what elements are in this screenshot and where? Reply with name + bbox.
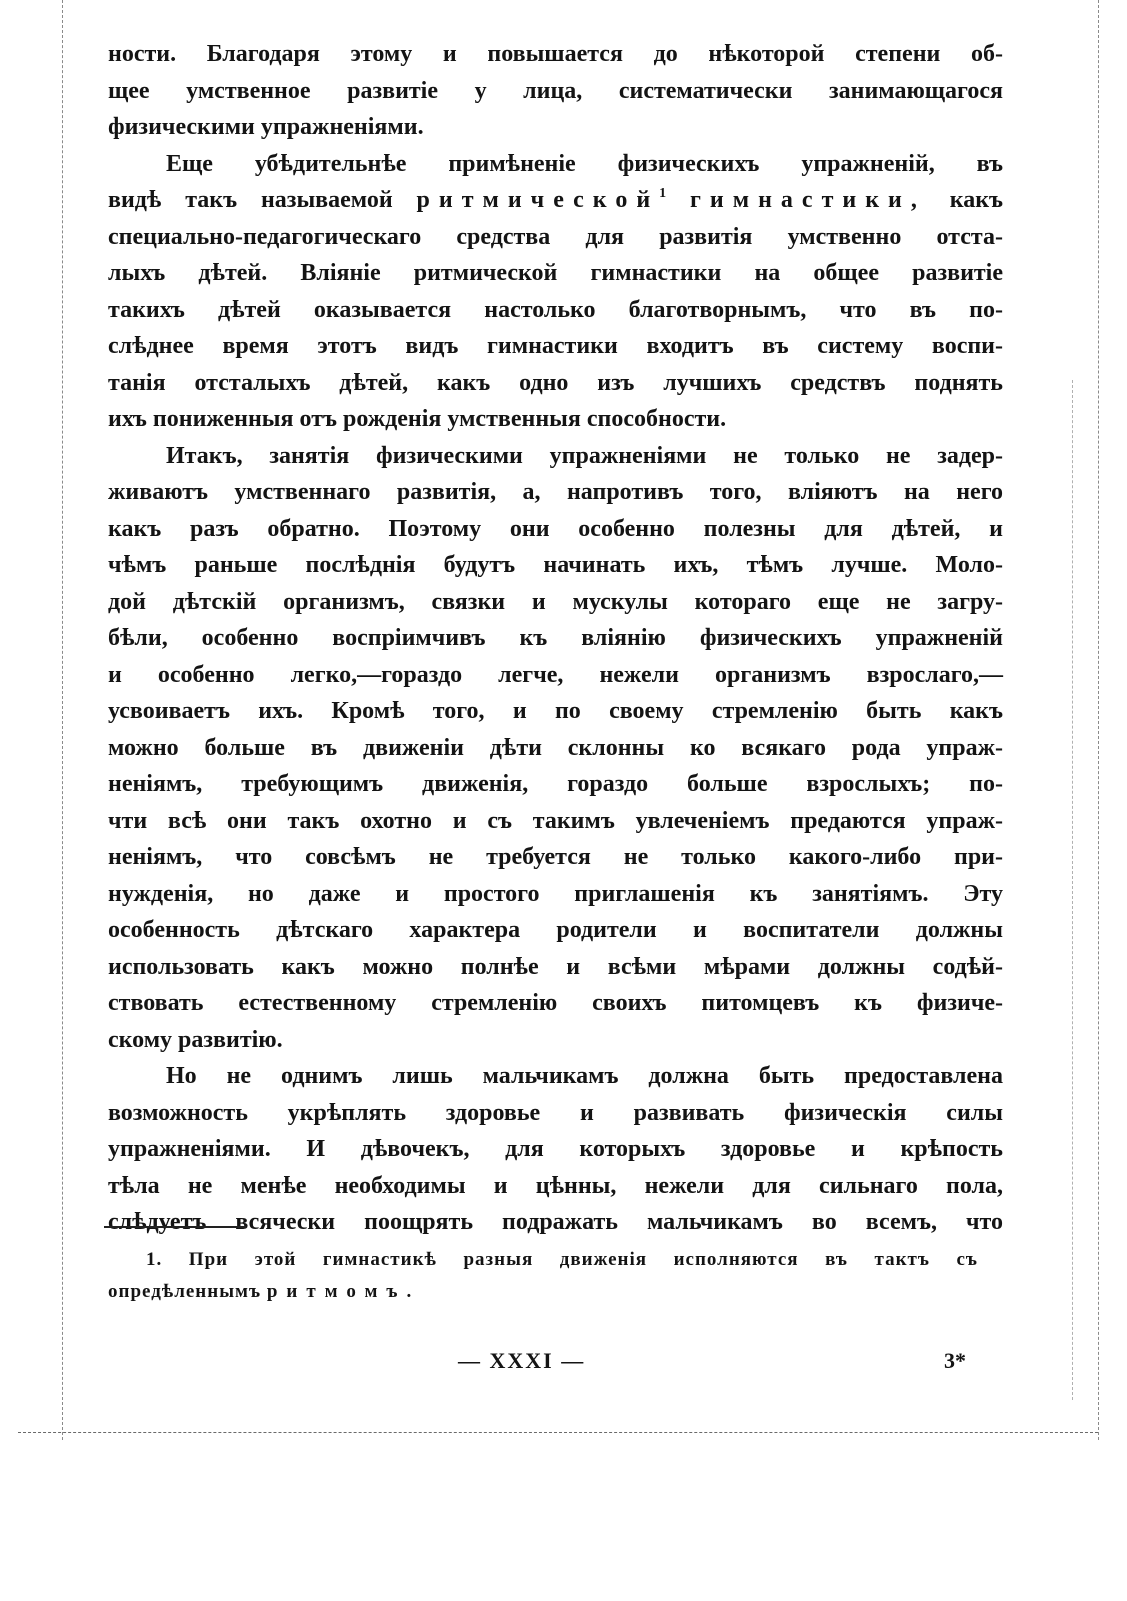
scan-edge-right	[1098, 0, 1099, 1440]
body-line: можно больше въ движеніи дѣти склонны ко всякаго рода упраж-	[108, 734, 1003, 761]
body-line: нужденія, но даже и простого приглашенія къ занятіямъ. Эту	[108, 880, 1003, 907]
scan-edge-inner-right	[1072, 380, 1073, 1400]
body-line: танія отсталыхъ дѣтей, какъ одно изъ лучшихъ средствъ поднять	[108, 369, 1003, 396]
body-line: щее умственное развитіе у лица, систематически занимающагося	[108, 77, 1003, 104]
body-line: живаютъ умственнаго развитія, а, напротивъ того, вліяютъ на него	[108, 479, 1003, 505]
body-line: бѣли, особенно воспріимчивъ къ вліянію физическихъ упражненій	[108, 625, 1003, 651]
body-line: упражненіями. И дѣвочекъ, для которыхъ здоровье и крѣпость	[108, 1136, 1003, 1162]
body-line: какъ разъ обратно. Поэтому они особенно полезны для дѣтей, и	[108, 515, 1003, 542]
body-line: чѣмъ раньше послѣднія будутъ начинать ихъ, тѣмъ лучше. Моло-	[108, 552, 1003, 578]
body-line: Итакъ, занятія физическими упражненіями не только не задер-	[166, 442, 1003, 469]
footnote-text: опредѣленнымъ	[108, 1281, 262, 1302]
body-line: усвоиваетъ ихъ. Кромѣ того, и по своему стремленію быть какъ	[108, 698, 1003, 724]
body-line: ствовать естественному стремленію своихъ питомцевъ къ физиче-	[108, 990, 1003, 1016]
body-line: использовать какъ можно полнѣе и всѣми мѣрами должны содѣй-	[108, 953, 1003, 980]
page-number: — XXXI —	[458, 1348, 586, 1373]
body-line: неніямъ, что совсѣмъ не требуется не только какого-либо при-	[108, 844, 1003, 870]
body-line: Еще убѣдительнѣе примѣненіе физическихъ упражненій, въ	[166, 150, 1003, 177]
body-line: специально-педагогическаго средства для развитія умственно отста-	[108, 223, 1003, 250]
body-text: какъ	[949, 187, 1004, 213]
body-text: видѣ такъ называемой	[108, 187, 393, 213]
body-line: неніямъ, требующимъ движенія, гораздо больше взрослыхъ; по-	[108, 771, 1003, 797]
footnote-period: .	[406, 1281, 413, 1302]
body-line: физическими упражненіями.	[108, 114, 424, 140]
footnote-divider	[104, 1226, 246, 1228]
footnote-line	[108, 1276, 978, 1308]
body-line: и особенно легко,—гораздо легче, нежели организмъ взрослаго,—	[108, 661, 1003, 688]
body-line: дой дѣтскій организмъ, связки и мускулы котораго еще не загру-	[108, 588, 1003, 615]
body-line: особенность дѣтскаго характера родители и воспитатели должны	[108, 917, 1003, 943]
page-body	[108, 36, 1003, 1241]
printer-signature: 3*	[944, 1348, 966, 1373]
body-line-with-spaced-terms	[108, 182, 1003, 219]
footnote-reference: 1	[659, 186, 667, 201]
body-line: такихъ дѣтей оказывается настолько благотворнымъ, что въ по-	[108, 296, 1003, 323]
body-line: слѣдуетъ всячески поощрять подражать мальчикамъ во всемъ, что	[108, 1209, 1003, 1235]
body-line: скому развитію.	[108, 1026, 283, 1053]
body-line: тѣла не менѣе необходимы и цѣнны, нежели для сильнаго пола,	[108, 1172, 1003, 1199]
body-line: чти всѣ они такъ охотно и съ такимъ увлеченіемъ предаются упраж-	[108, 807, 1003, 834]
body-line: ности. Благодаря этому и повышается до нѣкоторой степени об-	[108, 41, 1003, 67]
scan-edge-bottom	[18, 1432, 1098, 1433]
body-line: лыхъ дѣтей. Вліяніе ритмической гимнастики на общее развитіе	[108, 260, 1003, 286]
body-line: ихъ пониженныя отъ рожденія умственныя способности.	[108, 406, 727, 432]
scan-edge-left	[62, 0, 63, 1440]
footnote-line: 1. При этой гимнастикѣ разныя движенія исполняются въ тактъ съ	[146, 1249, 978, 1270]
body-line: возможность укрѣплять здоровье и развивать физическія силы	[108, 1099, 1003, 1126]
footnote-spaced-term: ритмомъ	[266, 1281, 407, 1302]
spaced-term: ритмической	[416, 187, 660, 213]
body-line: Но не однимъ лишь мальчикамъ должна быть предоставлена	[166, 1063, 1003, 1089]
body-line: слѣднее время этотъ видъ гимнастики входитъ въ систему воспи-	[108, 333, 1003, 359]
spaced-term: гимнастики,	[690, 187, 926, 213]
footnote	[108, 1244, 978, 1308]
